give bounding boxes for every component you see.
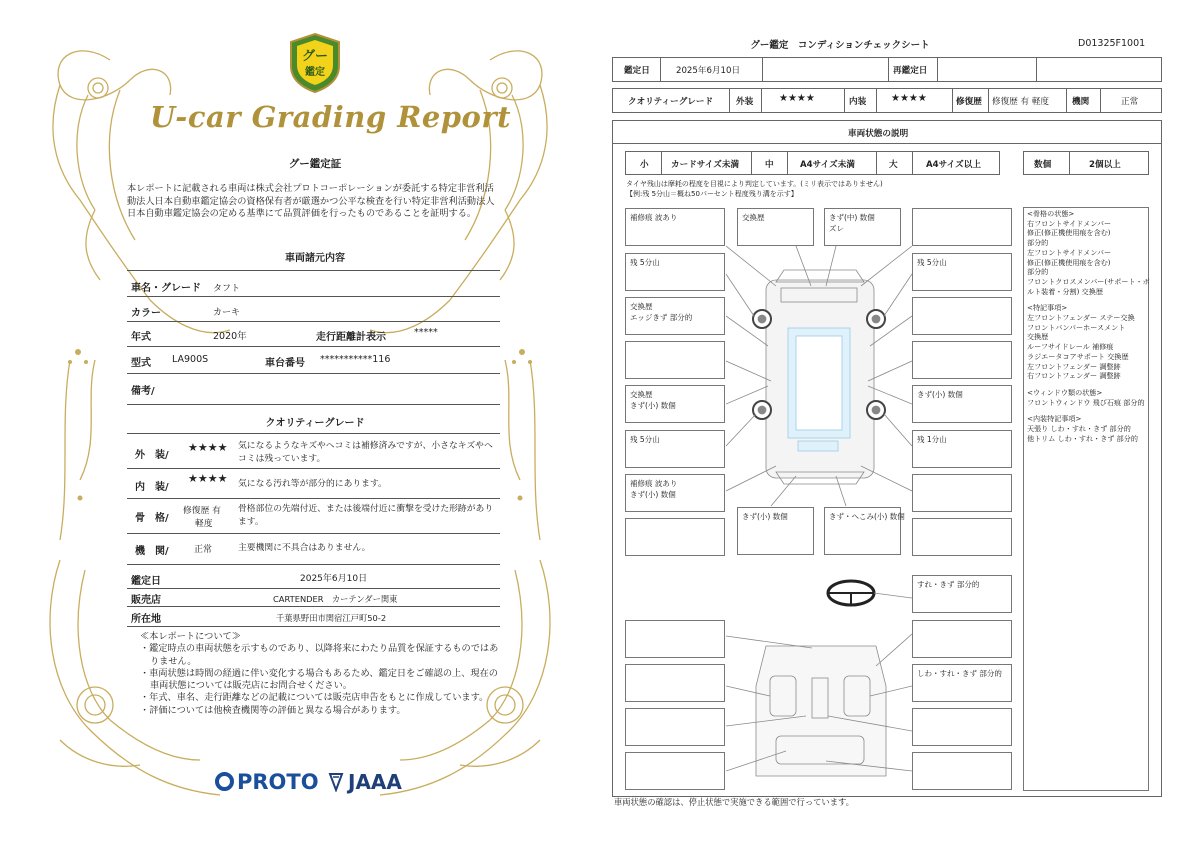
divider xyxy=(127,533,500,534)
cell-divider xyxy=(762,57,763,82)
tire-box-rear-right xyxy=(912,430,1012,468)
report-script-title: U-car Grading Report xyxy=(150,100,512,134)
sheet-title: グー鑑定 コンディションチェックシート xyxy=(750,40,930,51)
cell-divider xyxy=(761,88,762,113)
jaaa-logo-text: JAAA xyxy=(348,770,402,794)
special-note-line: <骨格の状態> xyxy=(1027,209,1075,218)
divider xyxy=(127,626,500,627)
damage-box-bumper-right xyxy=(824,208,901,246)
note-item: ・評価については他検査機関等の評価と異なる場合があります。 xyxy=(140,704,406,716)
frame-grade-desc: 骨格部位の先端付近、または後端付近に衝撃を受けた形跡があります。 xyxy=(238,504,494,527)
exterior-grade-stars: ★★★★ xyxy=(188,441,228,454)
cell-divider xyxy=(937,57,938,82)
cell-divider xyxy=(751,151,752,175)
name-grade-value: タフト xyxy=(213,284,241,294)
tire-note-line: タイヤ残山は摩耗の程度を目視により判定しています。(ミリ表示ではありません) xyxy=(626,180,883,188)
cell-divider xyxy=(844,88,845,113)
certificate-intro: 本レポートに記載される車両は株式会社プロトコーポレーションが委託する特定非営利活動法人日本自動車鑑定協会の資格保有者が厳選かつ公平な検査を行い特定非営利活動法人日本自動車鑑定協会の定める基準にて品質評価を行ったものであることを証明する。 xyxy=(127,183,495,219)
damage-box-bumper-left xyxy=(737,208,814,246)
cell-divider xyxy=(787,151,788,175)
special-note-line: 修正(修正機使用痕を含む) xyxy=(1027,257,1111,267)
name-grade-label: 車名・グレード xyxy=(131,283,201,294)
legend-large-desc: A4サイズ以上 xyxy=(926,160,981,170)
notes-title: ≪本レポートについて≫ xyxy=(140,631,241,642)
special-note-line: 部分的 xyxy=(1027,267,1049,277)
remarks-label: 備考/ xyxy=(131,386,155,397)
svg-text:グー: グー xyxy=(301,49,329,64)
damage-box-front-right xyxy=(912,208,1012,246)
special-note-line: ルーフサイドレール 補修痕 xyxy=(1027,342,1114,352)
special-note-line: <特記事項> xyxy=(1027,303,1068,313)
legend-mid-desc: A4サイズ未満 xyxy=(800,160,855,170)
legend-small-desc: カードサイズ未満 xyxy=(671,160,740,170)
damage-box-text: 補修痕 波あり xyxy=(630,213,678,222)
cell-divider xyxy=(952,88,953,113)
cell-divider xyxy=(988,88,989,113)
divider xyxy=(127,346,500,347)
year-label: 年式 xyxy=(131,332,151,343)
special-note-line: ラジエータコアサポート 交換歴 xyxy=(1027,351,1129,361)
interior-grade-label: 内 装/ xyxy=(135,482,169,493)
tire-box-front-left xyxy=(625,253,725,291)
special-note-line: <ウィンドウ類の状態> xyxy=(1027,387,1103,397)
damage-box-text: きず(小) 数個 xyxy=(742,512,788,521)
special-note-line: 天張り しわ・すれ・きず 部分的 xyxy=(1027,424,1131,434)
color-value: カーキ xyxy=(213,308,241,318)
divider xyxy=(127,373,500,374)
damage-box-door-front-right xyxy=(912,341,1012,379)
cell-divider xyxy=(888,57,889,82)
damage-box-fender-left xyxy=(625,297,725,335)
special-note-line: 交換歴 xyxy=(1027,332,1049,342)
damage-box-text: きず(中) 数個 ズレ xyxy=(829,213,875,233)
address-value: 千葉県野田市関宿江戸町50-2 xyxy=(276,613,387,623)
repair-history-value: 修復歴 有 軽度 xyxy=(992,97,1050,107)
color-label: カラー xyxy=(131,308,161,319)
interior-box-2 xyxy=(912,620,1012,658)
engine-grade-value: 正常 xyxy=(194,545,213,555)
int-label: 内装 xyxy=(849,97,867,107)
note-spacer xyxy=(1027,407,1155,414)
divider xyxy=(127,564,500,565)
damage-box-text: 補修痕 波あり きず(小) 数個 xyxy=(630,479,678,499)
divider xyxy=(127,433,500,434)
special-note-line: 左フロントフェンダー 調整跡 xyxy=(1027,361,1121,371)
divider xyxy=(127,588,500,589)
special-note-line: 他トリム しわ・すれ・きず 部分的 xyxy=(1027,433,1138,443)
engine-grade-label: 機 関/ xyxy=(135,546,169,557)
cell-divider xyxy=(660,57,661,82)
condition-section-title: 車両状態の説明 xyxy=(848,129,909,139)
model-label: 型式 xyxy=(131,358,151,369)
proto-q-mark-icon xyxy=(215,772,234,791)
jaaa-logo xyxy=(328,770,402,794)
report-notes xyxy=(140,631,500,717)
ext-label: 外装 xyxy=(736,97,754,107)
interior-box-5 xyxy=(625,708,725,746)
divider xyxy=(127,321,500,322)
cell-divider xyxy=(1066,88,1067,113)
damage-box-door-rear-left xyxy=(625,385,725,423)
legend-mid: 中 xyxy=(765,160,774,170)
tire-box-rear-left xyxy=(625,430,725,468)
ext-stars: ★★★★ xyxy=(779,93,815,104)
divider xyxy=(612,143,1162,144)
sheet-date-label: 鑑定日 xyxy=(624,66,650,76)
chassis-label: 車台番号 xyxy=(265,358,305,369)
exterior-grade-desc: 気になるようなキズやヘコミは補修済みですが、小さなキズやヘコミは残っています。 xyxy=(238,441,493,464)
legend-count: 数個 xyxy=(1034,160,1052,170)
damage-box-quarter-right xyxy=(912,474,1012,512)
vehicle-diagram xyxy=(726,246,912,796)
interior-grade-desc: 気になる汚れ等が部分的にあります。 xyxy=(238,479,387,489)
damage-box-text: 残 1分山 xyxy=(917,435,947,444)
special-notes xyxy=(1027,209,1155,443)
damage-box-fender-right xyxy=(912,297,1012,335)
goo-kantei-badge-icon xyxy=(287,32,343,94)
note-item: ・鑑定時点の車両状態を示すものであり、以降将来にわたり品質を保証するものではありません。 xyxy=(140,643,499,667)
special-note-line: フロントウィンドウ 飛び石痕 部分的 xyxy=(1027,397,1145,407)
damage-box-text: きず・へこみ(小) 数個 xyxy=(829,512,905,521)
special-note-line: フロントクロスメンバー(サポート・ボルト装着・分割) 交換歴 xyxy=(1027,276,1150,296)
jaaa-mark-icon xyxy=(328,772,344,792)
svg-text:鑑定: 鑑定 xyxy=(305,67,325,78)
damage-box-text: 交換歴 xyxy=(742,213,765,222)
special-note-line: 部分的 xyxy=(1027,238,1049,248)
legend-count-desc: 2個以上 xyxy=(1089,160,1121,170)
dealer-label: 販売店 xyxy=(131,595,161,606)
frame-grade-value: 修復歴 有 xyxy=(183,506,221,516)
damage-box-text: きず(小) 数個 xyxy=(917,390,963,399)
special-note-line: フロントバンパーホースメント xyxy=(1027,322,1126,332)
document-id: D01325F1001 xyxy=(1078,38,1146,49)
damage-box-text: 残 5分山 xyxy=(630,435,660,444)
damage-box-text: 交換歴 エッジきず 部分的 xyxy=(630,302,693,322)
damage-box-text: しわ・すれ・きず 部分的 xyxy=(917,669,1002,678)
dealer-value: CARTENDER カーテンダー関東 xyxy=(273,594,398,604)
cell-divider xyxy=(661,151,662,175)
interior-box-8 xyxy=(912,752,1012,790)
certificate-title: グー鑑定証 xyxy=(288,158,342,170)
divider xyxy=(127,498,500,499)
divider xyxy=(127,296,500,297)
year-value: 2020年 xyxy=(213,331,247,342)
divider xyxy=(127,404,500,405)
damage-box-rear-right xyxy=(912,518,1012,556)
damage-box-text: 残 5分山 xyxy=(630,258,660,267)
repair-history-label: 修復歴 xyxy=(956,97,982,107)
cell-divider xyxy=(876,151,877,175)
frame-grade-label: 骨 格/ xyxy=(135,513,169,524)
legend-large: 大 xyxy=(889,160,898,170)
special-note-line: 修正(修正機使用痕を含む) xyxy=(1027,228,1111,238)
appraisal-date-value: 2025年6月10日 xyxy=(300,574,368,584)
interior-box-seat xyxy=(912,664,1012,702)
interior-box-6 xyxy=(912,708,1012,746)
special-note-line: <内装特記事項> xyxy=(1027,414,1082,424)
tire-box-front-right xyxy=(912,253,1012,291)
re-appraisal-date-label: 再鑑定日 xyxy=(893,66,928,76)
damage-box-text: すれ・きず 部分的 xyxy=(917,580,980,589)
note-item: ・年式、車名、走行距離などの記載については販売店申告をもとに作成しています。 xyxy=(140,692,489,704)
cell-divider xyxy=(1100,88,1101,113)
damage-box-quarter-left xyxy=(625,474,725,512)
cell-divider xyxy=(1069,151,1070,175)
int-stars: ★★★★ xyxy=(891,93,927,104)
tire-note-line: 【例:残 5分山＝概ね50パーセント程度残り溝を示す】 xyxy=(626,189,798,198)
damage-box-text: 交換歴 きず(小) 数個 xyxy=(630,390,676,410)
tire-note xyxy=(626,180,883,199)
note-item: ・車両状態は時間の経過に伴い変化する場合もあるため、鑑定日をご確認の上、現在の車両状態については販売店にお問合せください。 xyxy=(140,667,498,692)
engine-label: 機関 xyxy=(1072,97,1090,107)
sheet-date-value: 2025年6月10日 xyxy=(676,66,741,76)
cell-divider xyxy=(912,151,913,175)
note-spacer xyxy=(1027,296,1155,303)
damage-box-text: 残 5分山 xyxy=(917,258,947,267)
damage-box-door-front-left xyxy=(625,341,725,379)
damage-box-door-rear-right xyxy=(912,385,1012,423)
sheet-footer: 車両状態の確認は、停止状態で実施できる範囲で行っています。 xyxy=(614,797,854,807)
damage-box-front-left xyxy=(625,208,725,246)
special-note-line: 右フロントフェンダー 調整跡 xyxy=(1027,371,1121,381)
cell-divider xyxy=(729,88,730,113)
mileage-label: 走行距離計表示 xyxy=(316,332,386,343)
proto-logo xyxy=(215,770,319,794)
engine-value: 正常 xyxy=(1121,97,1139,107)
interior-box-7 xyxy=(625,752,725,790)
special-note-line: 左フロントフェンダー ステー交換 xyxy=(1027,313,1135,323)
special-note-line: 右フロントサイドメンバー xyxy=(1027,218,1112,228)
interior-grade-stars: ★★★★ xyxy=(188,472,228,485)
quality-grade-label: クオリティーグレード xyxy=(628,97,714,107)
divider xyxy=(127,270,500,271)
spec-heading: 車両諸元内容 xyxy=(285,253,345,264)
frame-grade-value-2: 軽度 xyxy=(195,519,213,529)
special-note-line: 左フロントサイドメンバー xyxy=(1027,247,1112,257)
cell-divider xyxy=(1036,57,1037,82)
damage-box-steering xyxy=(912,575,1012,613)
cell-divider xyxy=(876,88,877,113)
mileage-value: ***** xyxy=(414,327,438,338)
note-spacer xyxy=(1027,381,1155,388)
exterior-grade-label: 外 装/ xyxy=(135,450,169,461)
model-value: LA900S xyxy=(172,354,209,365)
interior-box-1 xyxy=(625,620,725,658)
grade-heading: クオリティーグレード xyxy=(265,418,365,429)
damage-box-rear-left xyxy=(625,518,725,556)
engine-grade-desc: 主要機関に不具合はありません。 xyxy=(238,543,371,553)
appraisal-date-label: 鑑定日 xyxy=(131,576,161,587)
divider xyxy=(127,606,500,607)
legend-small: 小 xyxy=(640,160,649,170)
address-label: 所在地 xyxy=(131,614,161,625)
proto-logo-text: PROTO xyxy=(237,770,319,794)
divider xyxy=(127,468,500,469)
interior-box-3 xyxy=(625,664,725,702)
chassis-value: ***********116 xyxy=(320,354,391,365)
